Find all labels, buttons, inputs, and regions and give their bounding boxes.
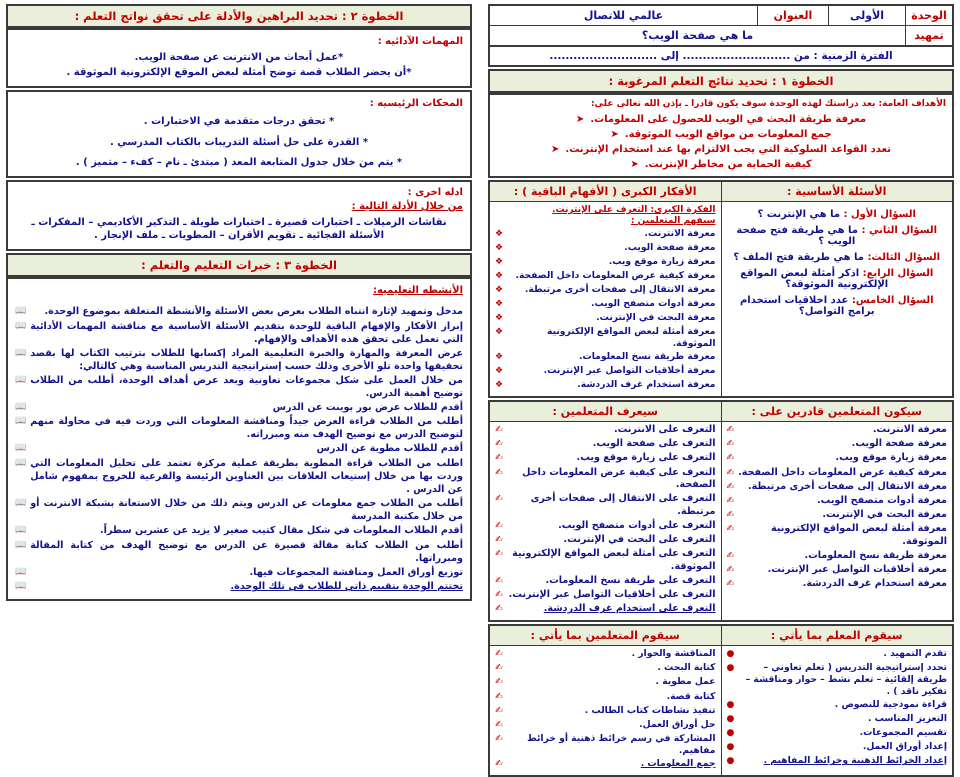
list-item — [495, 424, 716, 437]
pen-bullet-icon: ✍ — [495, 521, 503, 532]
will-know-header: سيعرف المتعلمين : — [489, 401, 721, 422]
learners-will-do-cell — [489, 646, 721, 776]
list-item-text: التعرف على كيفية عرض المعلومات داخل الصفحة. — [522, 466, 716, 491]
pen-bullet-icon: ✍ — [726, 509, 735, 520]
teacher-will-do-cell — [721, 646, 953, 776]
list-item-text: معرفة البحث في الإنترنت. — [822, 508, 947, 520]
list-item — [495, 662, 716, 675]
list-item — [727, 495, 948, 508]
list-item-text: قراءة نموذجية للنصوص . — [834, 699, 947, 711]
title-value: عالمي للاتصال — [489, 5, 758, 26]
activity-item — [15, 566, 463, 580]
list-item — [495, 467, 716, 493]
list-item-text: معرفة الانتقال إلى صفحات أخرى مرتبطة. — [747, 480, 947, 492]
list-item-text: معرفة أمثلة لبعض المواقع الإلكترونية الموثوقة. — [771, 522, 947, 547]
diamond-bullet-icon: ❖ — [495, 271, 504, 282]
list-item-text: تقسيم المجموعات. — [859, 727, 947, 739]
step3-header: الخطوة ٣ : خبرات التعليم والتعلم : — [6, 253, 472, 277]
list-item — [495, 705, 716, 718]
pen-bullet-icon: ✍ — [726, 425, 735, 436]
list-item — [495, 452, 716, 465]
question-text: ما هي الإنترنت ؟ — [757, 209, 841, 220]
objective-item — [496, 113, 946, 126]
list-item-text: معرفة أخلاقيات التواصل عبر الإنترنت. — [543, 365, 716, 377]
question-item — [727, 295, 948, 317]
intro-label: تمهيد — [906, 26, 954, 47]
know-able-table — [488, 400, 954, 622]
list-item-text: حل أوراق العمل. — [639, 718, 716, 730]
big-ideas-header: الأفكار الكبرى ( الأفهام الباقية ) : — [489, 181, 721, 202]
list-item — [727, 564, 948, 577]
list-item-text: المناقشة والحوار . — [631, 648, 716, 660]
pen-bullet-icon: ✍ — [495, 439, 503, 450]
list-item — [727, 467, 948, 480]
unit-value: الأولى — [829, 5, 906, 26]
left-column — [480, 0, 960, 769]
dot-bullet-icon: ● — [726, 728, 735, 739]
pen-bullet-icon: ✍ — [495, 453, 503, 464]
arrow-bullet-icon: ➤ — [551, 144, 560, 155]
book-icon: 📖 — [15, 539, 27, 550]
pen-bullet-icon: ✍ — [495, 758, 503, 769]
question-number: السؤال الثالث: — [867, 252, 941, 263]
list-item — [495, 228, 716, 241]
list-item — [495, 326, 716, 350]
main-criteria-block — [6, 90, 472, 178]
activity-item — [15, 374, 463, 400]
dot-bullet-icon: ● — [726, 756, 735, 767]
pen-bullet-icon: ✍ — [495, 719, 503, 730]
activity-text: توزيع أوراق العمل ومناقشة المجموعات فيها. — [249, 566, 463, 578]
list-item — [727, 424, 948, 437]
diamond-bullet-icon: ❖ — [495, 380, 504, 391]
list-item-text: معرفة صفحة الويب. — [851, 438, 947, 450]
list-item — [495, 256, 716, 269]
list-item — [495, 691, 716, 704]
pen-bullet-icon: ✍ — [726, 550, 735, 561]
list-item-text: إعداد الخرائط الذهنية وخرائط المفاهيم . — [763, 755, 947, 767]
list-item-text: التعرف على الانتقال إلى صفحات أخرى مرتبطة. — [530, 493, 716, 518]
list-item-text: معرفة استخدام غرف الدردشة. — [577, 379, 716, 391]
book-icon: 📖 — [15, 498, 27, 509]
list-item-text: إعداد أوراق العمل. — [862, 741, 947, 753]
diamond-bullet-icon: ❖ — [495, 313, 504, 324]
list-item — [727, 648, 948, 661]
dot-bullet-icon: ● — [726, 742, 735, 753]
big-ideas-cell — [489, 202, 721, 398]
list-item — [727, 509, 948, 522]
general-goals-label: الأهداف العامة: بعد دراستك لهذه الوحدة سوف يكون قادرا ـ بإذن الله تعالى على: — [590, 99, 946, 109]
list-item-text: التعرف على طريقة نسخ المعلومات. — [545, 575, 716, 587]
unit-header-table — [488, 4, 954, 47]
list-item-text: معرفة الانترنت. — [644, 228, 716, 239]
activity-text: أطلب من الطلاب كتابة مقالة قصيرة عن الدرس مع توضيح الهدف من كتابة المقالة ومبرراتها. — [30, 539, 463, 564]
activity-item — [15, 320, 463, 346]
list-item-text: التعرف على أخلاقيات التواصل عبر الإنترنت. — [508, 589, 716, 601]
list-item-text: تقدم التمهيد . — [883, 648, 947, 660]
diamond-bullet-icon: ❖ — [495, 352, 504, 363]
other-evidence-sub: من خلال الأدلة التالية : — [351, 201, 463, 212]
question-item — [727, 252, 948, 263]
objective-text: كيفية الحماية من مخاطر الإنترنت. — [644, 159, 812, 170]
list-item-text: التعرف على صفحة الويب. — [592, 438, 716, 450]
pen-bullet-icon: ✍ — [495, 691, 503, 702]
big-ideas-questions-table — [488, 180, 954, 398]
objective-text: جمع المعلومات من مواقع الويب الموثوقة. — [624, 129, 832, 140]
pen-bullet-icon: ✍ — [495, 494, 503, 505]
pen-bullet-icon: ✍ — [726, 439, 735, 450]
list-item-text: التعرف على أمثلة لبعض المواقع الإلكترونية الموثوقة. — [512, 548, 716, 573]
will-be-able-header: سيكون المتعلمين قادرين على : — [721, 401, 953, 422]
list-item-text: معرفة الانتقال إلى صفحات أخرى مرتبطة. — [524, 284, 716, 296]
table-row — [489, 26, 953, 47]
list-item — [495, 312, 716, 325]
main-criteria-label: المحكات الرئيسيه : — [369, 97, 463, 109]
activity-text: تختتم الوحدة بتقييم ذاتي للطلاب في تلك الوحدة. — [230, 581, 463, 593]
pen-bullet-icon: ✍ — [495, 649, 503, 660]
list-item — [495, 603, 716, 616]
question-number: السؤال الرابع: — [862, 268, 934, 279]
question-text: اذكر أمثلة لبعض المواقع الإلكترونية الموثوقة؟ — [740, 268, 889, 290]
diamond-bullet-icon: ❖ — [495, 243, 504, 254]
main-criterion-3: * يتم من خلال جدول المتابعة المعد ( مبتدئ ـ نام – كفء – متميز ) . — [75, 157, 403, 168]
activities-block — [6, 277, 472, 601]
list-item — [495, 242, 716, 255]
diamond-bullet-icon: ❖ — [495, 257, 504, 268]
activity-text: مدخل وتمهيد لإثارة انتباه الطلاب بعرض بعض الأسئلة والأنشطة المتعلقة بموضوع الوحدة. — [44, 306, 463, 317]
performance-task-1: *عمل أبحاث من الانترنت عن صفحة الويب. — [134, 51, 344, 63]
list-item-text: معرفة أدوات متصفح الويب. — [591, 298, 716, 310]
table-row — [489, 5, 953, 26]
list-item-text: معرفة كيفية عرض المعلومات داخل الصفحة. — [515, 270, 716, 282]
activity-item — [15, 442, 463, 456]
question-text: ما هي طريقة فتح الملف ؟ — [733, 252, 864, 263]
question-number: السؤال الأول : — [843, 209, 916, 220]
list-item-text: معرفة الانترنت. — [872, 424, 947, 436]
activity-text: عرض المعرفة والمهارة والخبرة التعليمية المراد إكسابها للطلاب بترتيب الكتاب لها بقصد تحقيقها واحدة تلو الأخرى وذلك حسب إستراتيجية التدريس المناسبة وهي كالتالي: — [30, 347, 463, 372]
list-item-text: كتابة البحث . — [657, 662, 716, 674]
pen-bullet-icon: ✍ — [495, 425, 503, 436]
list-item-text: التعرف على استخدام غرف الدردشة. — [543, 603, 716, 615]
book-icon: 📖 — [15, 416, 27, 427]
list-item-text: معرفة زيارة موقع ويب. — [608, 256, 716, 268]
list-item — [727, 699, 948, 712]
list-item-text: معرفة زيارة موقع ويب. — [835, 452, 947, 464]
teacher-will-do-header: سيقوم المعلم بما يأتي : — [721, 625, 953, 646]
book-icon: 📖 — [15, 566, 27, 577]
arrow-bullet-icon: ➤ — [575, 114, 585, 125]
list-item — [495, 493, 716, 519]
activities-label: الأنشطه التعليميه: — [372, 284, 463, 296]
pen-bullet-icon: ✍ — [726, 467, 735, 478]
performance-tasks-block — [6, 28, 472, 88]
question-number: السؤال الثاني : — [861, 225, 938, 236]
table-row — [489, 646, 953, 776]
pen-bullet-icon: ✍ — [495, 677, 503, 688]
list-item — [495, 520, 716, 533]
dot-bullet-icon: ● — [726, 714, 735, 725]
activity-item — [15, 457, 463, 496]
dot-bullet-icon: ● — [726, 663, 735, 674]
pen-bullet-icon: ✍ — [726, 578, 735, 589]
list-item-text: معرفة أمثلة لبعض المواقع الإلكترونية الموثوقة. — [547, 326, 716, 350]
list-item — [495, 648, 716, 661]
pen-bullet-icon: ✍ — [495, 467, 503, 478]
list-item-text: كتابة قصة. — [666, 690, 716, 702]
question-number: السؤال الخامس: — [851, 295, 934, 306]
question-item — [727, 268, 948, 290]
list-item — [727, 662, 948, 698]
activity-text: أطلب من الطلاب جمع معلومات عن الدرس ويتم ذلك من خلال الاستعانة بشبكة الانترنت أو من خلال مكتبة المدرسة — [30, 498, 463, 523]
diamond-bullet-icon: ❖ — [495, 327, 504, 338]
book-icon: 📖 — [15, 306, 27, 316]
activity-text: أقدم للطلاب مطوية عن الدرس — [316, 443, 463, 455]
other-evidence-label: ادله اخرى : — [407, 186, 463, 198]
list-item-text: معرفة كيفية عرض المعلومات داخل الصفحة. — [738, 466, 947, 478]
title-label: العنوان — [758, 5, 829, 26]
learners-will-do-header: سيقوم المتعلمين بما يأتي : — [489, 625, 721, 646]
pen-bullet-icon: ✍ — [495, 705, 503, 716]
list-item — [495, 758, 716, 771]
activity-text: إبراز الأفكار والإفهام الباقية للوحدة بتقديم الأسئلة الأساسية مع مناقشة المهمات الأدائية التي تعمل على تحقق هذه الأهداف والإفهام. — [30, 320, 463, 345]
list-item — [727, 727, 948, 740]
diamond-bullet-icon: ❖ — [495, 299, 504, 310]
activity-item — [15, 524, 463, 538]
pen-bullet-icon: ✍ — [726, 564, 735, 575]
diamond-bullet-icon: ❖ — [495, 229, 504, 239]
arrow-bullet-icon: ➤ — [630, 159, 639, 170]
activity-text: أقدم للطلاب عرض بور بوينت عن الدرس — [272, 401, 463, 413]
pen-bullet-icon: ✍ — [495, 590, 503, 601]
question-text: ما هي طريقة فتح صفحة الويب ؟ — [736, 225, 858, 247]
list-item-text: التعرف على زيارة موقع ويب. — [576, 452, 716, 464]
objective-text: معرفة طريقة البحث في الويب للحصول على المعلومات. — [590, 114, 867, 125]
list-item-text: التعرف على الانترنت. — [613, 424, 716, 436]
table-row — [489, 422, 953, 622]
step1-header: الخطوة ١ : تحديد نتائج التعلم المرغوبة : — [488, 69, 954, 93]
activity-item — [15, 497, 463, 523]
unit-label: الوحدة — [906, 5, 954, 26]
essential-questions-header: الأسئلة الأساسية : — [721, 181, 953, 202]
will-be-able-cell — [721, 422, 953, 622]
step2-header: الخطوة ٢ : تحديد البراهين والأدلة على تحقق نواتج التعلم : — [6, 4, 472, 28]
list-item-text: التعرف على أدوات متصفح الويب. — [558, 520, 716, 532]
pen-bullet-icon: ✍ — [726, 453, 735, 464]
list-item-text: جمع المعلومات . — [640, 757, 716, 769]
book-icon: 📖 — [15, 320, 27, 331]
activity-item — [15, 415, 463, 441]
list-item — [727, 578, 948, 591]
general-goals-block — [488, 93, 954, 178]
will-understand-label: سيفهم المتعلمين : — [630, 216, 716, 226]
list-item — [495, 379, 716, 392]
list-item-text: التعزيز المناسب . — [867, 713, 947, 725]
objective-item — [496, 128, 946, 141]
book-icon: 📖 — [15, 581, 27, 592]
activity-item — [15, 580, 463, 594]
list-item-text: المشاركة في رسم خرائط ذهنية أو خرائط مفاهيم. — [527, 732, 716, 756]
list-item — [495, 676, 716, 689]
main-criterion-2: * القدرة على حل أسئلة التدريبات بالكتاب المدرسي . — [109, 136, 369, 148]
question-text: عدد اخلاقيات استخدام برامج التواصل؟ — [739, 295, 875, 317]
objective-item — [496, 158, 946, 171]
list-item-text: معرفة أخلاقيات التواصل عبر الإنترنت. — [767, 563, 947, 575]
arrow-bullet-icon: ➤ — [610, 129, 619, 140]
list-item-text: تحدد إستراتيجية التدريس ( تعلم تعاوني – طريقة إلقائية – تعلم نشط – حوار ومناقشة – تفكير ناقد ) . — [745, 662, 947, 698]
pen-bullet-icon: ✍ — [495, 576, 503, 587]
pen-bullet-icon: ✍ — [495, 733, 503, 744]
list-item — [495, 365, 716, 378]
book-icon: 📖 — [15, 443, 27, 454]
list-item-text: معرفة صفحة الويب. — [624, 242, 716, 254]
list-item-text: معرفة طريقة نسخ المعلومات. — [804, 549, 947, 561]
performance-tasks-label: المهمات الآدائيه : — [377, 36, 463, 47]
activity-item — [15, 347, 463, 373]
right-column — [0, 0, 480, 720]
question-item — [727, 209, 948, 220]
roles-table — [488, 624, 954, 776]
intro-value: ما هي صفحة الويب؟ — [489, 26, 906, 47]
list-item — [495, 589, 716, 602]
table-header-row — [489, 181, 953, 202]
list-item — [727, 481, 948, 494]
diamond-bullet-icon: ❖ — [495, 366, 504, 377]
list-item — [727, 452, 948, 465]
pen-bullet-icon: ✍ — [495, 663, 503, 674]
essential-questions-cell — [721, 202, 953, 398]
big-idea-line: الفكرة الكبرى: التعرف على الإنترنت. — [552, 205, 716, 215]
list-item — [495, 534, 716, 547]
dot-bullet-icon: ● — [726, 700, 735, 711]
book-icon: 📖 — [15, 457, 27, 468]
performance-task-2: *أن يحضر الطلاب قصة توضح أمثلة لبعض الموقع الإلكترونية الموثوقة . — [66, 67, 412, 78]
activity-item — [15, 305, 463, 319]
dot-bullet-icon: ● — [726, 649, 735, 660]
pen-bullet-icon: ✍ — [495, 549, 503, 560]
pen-bullet-icon: ✍ — [726, 523, 735, 534]
activity-text: أقدم الطلاب المعلومات في شكل مقال كتيب صغير لا يزيد عن عشرين سطراً. — [100, 525, 463, 537]
list-item — [495, 719, 716, 732]
book-icon: 📖 — [15, 525, 27, 536]
list-item — [495, 284, 716, 297]
table-header-row — [489, 625, 953, 646]
pen-bullet-icon: ✍ — [726, 495, 735, 506]
pen-bullet-icon: ✍ — [495, 604, 503, 615]
list-item-text: معرفة طريقة نسخ المعلومات. — [578, 351, 716, 363]
list-item — [495, 548, 716, 574]
list-item — [495, 270, 716, 283]
list-item-text: معرفة أدوات متصفح الويب. — [817, 494, 947, 506]
diamond-bullet-icon: ❖ — [495, 285, 504, 296]
list-item — [727, 755, 948, 768]
list-item — [727, 438, 948, 451]
pen-bullet-icon: ✍ — [726, 481, 735, 492]
book-icon: 📖 — [15, 401, 27, 412]
list-item — [495, 351, 716, 364]
pen-bullet-icon: ✍ — [495, 535, 503, 546]
table-header-row — [489, 401, 953, 422]
question-item — [727, 225, 948, 247]
activity-text: أطلب من الطلاب قراءة العرض جيداً ومناقشة المعلومات التي وردت فيه في محاولة منهم لتوضيح الدرس مع توضيح الهدف منه ومبرراته. — [30, 416, 463, 441]
book-icon: 📖 — [15, 347, 27, 358]
book-icon: 📖 — [15, 374, 27, 385]
list-item — [727, 741, 948, 754]
other-evidence-text: نقاشات الزميلات ـ اختبارات قصيرة ـ اختبارات طويلة ـ التذكير الأكاديمي – المفكرات ـ الأسئلة الفجائية ـ تقويم الأقران – المطويات ـ ملف الإنجاز . — [31, 216, 447, 241]
activity-text: من خلال العمل على شكل مجموعات تعاونية وبعد عرض أهداف الوحدة، أطلب من الطلاب توضيح أهمية الدرس. — [30, 374, 463, 399]
list-item — [727, 550, 948, 563]
period-row: الفترة الزمنية : من ........................... إلى ........................... — [488, 47, 954, 67]
list-item — [495, 438, 716, 451]
activity-item — [15, 401, 463, 415]
main-criterion-1: * تحقق درجات متقدمة في الاختبارات . — [143, 116, 335, 127]
list-item — [495, 575, 716, 588]
list-item-text: معرفة البحث في الإنترنت. — [596, 312, 716, 324]
list-item — [495, 733, 716, 757]
other-evidence-block — [6, 180, 472, 251]
list-item-text: معرفة استخدام غرف الدردشة. — [802, 577, 947, 589]
activity-item — [15, 539, 463, 565]
list-item — [495, 298, 716, 311]
will-know-cell — [489, 422, 721, 622]
list-item — [727, 523, 948, 549]
list-item-text: تنفيذ نشاطات كتاب الطالب . — [584, 704, 716, 716]
list-item-text: عمل مطوية . — [655, 676, 716, 688]
objective-item — [496, 143, 946, 156]
table-row — [489, 202, 953, 398]
list-item-text: التعرف على البحث في الإنترنت. — [563, 534, 716, 546]
objective-text: تعدد القواعد السلوكية التي يجب الالتزام بها عند استخدام الإنترنت. — [565, 144, 891, 155]
activity-text: اطلب من الطلاب قراءة المطوية بطريقة عملية مركزة تعتمد على تحليل المعلومات التي وردت بها من خلال إستيعاب العلاقات بين العناوين الرئيسة والفرعية للخروج بمفهوم شامل عن الدرس . — [30, 457, 463, 495]
